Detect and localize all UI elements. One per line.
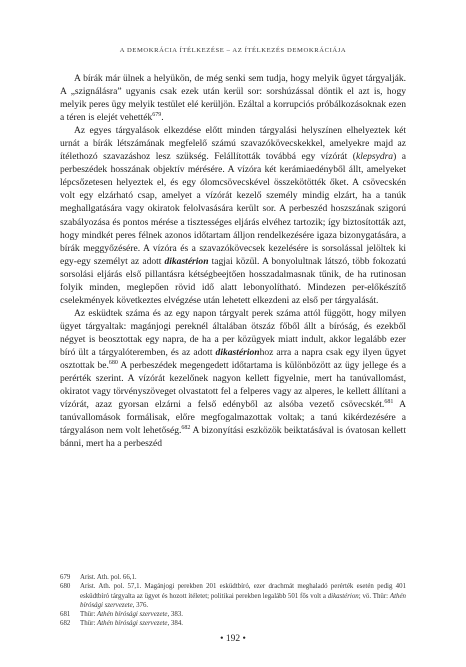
footnote-text [80,582,406,610]
text-run: A bírák már ülnek a helyükön, de még senki sem tudja, hogy melyik ügyet tárgyalják. A „szignálásra” ugyanis csak ezek után kerül sor: sorshúzással döntik el azt is, hogy melyik peres ügy melyik testület elé kerüljön. Ezáltal a korrupciós próbálkozásoknak ezen a téren is elejét vehették [60,73,406,124]
footnote-ref: 680 [108,360,118,367]
text-run: , 376. [132,601,149,609]
footnote-text [80,573,406,582]
text-run: Arist. Ath. pol. 57,1. Magánjogi perekben 201 esküdtbíró, ezer drachmát meghaladó perérték esetén pedig 401 esküdtbíró tárgyalta az ügyet és hozott ítéletet; politikai perekben legalább 501 fős volt a [80,583,406,600]
footnote [60,610,406,619]
footnote [60,619,406,628]
text-run: A perbeszédek megengedett időtartama is különbözött az ügy jellege és a perérték szerint. A vízórát kezelőnek nagyon kellett figyelnie, mert ha tanúvallomást, okiratot vagy törvényszöveget olvastatott fel a felperes vagy az alperes, le kellett állítani a vízórát, azaz gyorsan elzárni a felső edényből az alsóba vezető csövecskét. [60,360,406,411]
paragraph: A bírák már ülnek a helyükön, de még senki sem tudja, hogy melyik ügyet tárgyalják. A „szignálásra” ugyanis csak ezek után kerül sor: sorshúzással döntik el azt is, hogy melyik peres ügy melyik testület elé kerüljön. Ezáltal a korrupciós próbálkozásoknak ezen a téren is elejét vehették$^{679}$. [60,73,406,124]
footnote-ref: 681 [384,399,394,406]
paragraph [60,307,406,451]
italic-text: Athén bírósági szervezete [80,592,406,609]
text-run: tagjai közül. A bonyolultnak látszó, több fokozatú sorsolási eljárás első pillantásra kétségbeejtően hosszadalmasnak tűnik, de ha rutinosan folyik minden, meglepően rövid idő alatt lebonyolítható. Mindezen per-előkészítő cselekmények következtes elvégzése után lehetett elkezdeni az első per tárgyalását. [60,255,406,306]
italic-text: Athén bírósági szervezete [97,611,168,619]
footnote-ref: 682 [181,425,191,432]
text-run: hoz arra a napra csak egy ilyen ügyet osztottak be. [60,346,406,372]
footnote-ref: 679 [152,112,162,119]
footnote-number: 681 [60,611,71,619]
text-run: A tanúvallomások formálisak, előre megfogalmazottak voltak; a tanú kikérdezésére a tárgyaláson nem volt lehetőség. [60,399,406,437]
italic-text: Athén bírósági szervezete [97,620,168,628]
italic-text: dikastérion [327,592,359,600]
footnote-number: 679 [60,574,71,581]
text-run: Thür: [80,611,98,619]
footnote [60,582,406,610]
emphasis-text: dikastérion [215,346,260,358]
footnote-number: 680 [60,583,71,591]
page-number: • 192 • [220,634,246,644]
text-run: A bizonyítási eszközök beiktatásával is óvatosan kellett bánni, mert ha a perbeszéd [60,425,406,450]
running-head: A DEMOKRÁCIA ÍTÉLKEZÉSE – AZ ÍTÉLKEZÉS DEMOKRÁCIÁJA [119,47,347,54]
text-run: , 384. [167,620,183,628]
footnote-text [80,610,406,619]
text-run: Az egyes tárgyalások elkezdése előtt minden tárgyalási helyszínen elhelyeztek két urnát a bírák létszámának megfelelő számú szavazókövecskekkel, amelyekre majd az ítélethozó szavazáshoz lesz szükség. Felállították továbbá egy vízórát ( [60,125,406,163]
body-text [60,72,406,450]
footnotes [60,573,406,629]
footnote-text [80,619,406,628]
text-run: ) a perbeszédek hosszának objektív mérésére. A vízóra két kerámiaedényből állt, amelyeket lépcsőzetesen helyeztek el, és egy ólomcsövecskével összekötötték őket. A csövecskén volt egy elzárható csap, amelyet a vízórát kezelő személy mindig elzárt, ha a tanúk meghallgatására vagy okiratok felolvasására került sor. A perbeszéd hoszszának szigorú szabályozása és pontos mérése a tisztességes eljárás elvéhez tartozik; így biztosították azt, hogy mindkét peres félnek azonos időtartam álljon rendelkezésére igaza bizonygatására, a bírák meggyőzésére. A vízóra és a szavazókövecsek kezelésére is sorsolással jelöltek ki egy-egy személyt az adott [60,151,406,267]
text-run: Thür: [80,620,98,628]
italic-text: klepsydra [355,151,394,163]
text-run: Arist. Ath. pol. 66,1. [80,574,137,581]
text-run: Az esküdtek száma és az egy napon tárgyalt perek száma attól függött, hogy milyen ügyet tárgyaltak: magánjogi pereknél általában ötszáz főből állt a bíróság, és ezekből négyet is beosztottak egy napra, de ha a per közügyek miatt indult, akkor legalább ezer bíró ült a tárgyalóteremben, és az adott [60,307,406,358]
footnote-number: 682 [60,620,71,628]
text-run: ; vö. Thür: [358,592,390,600]
footnote [60,573,406,582]
emphasis-text: dikastérion [164,255,209,267]
paragraph [60,124,406,307]
text-run: , 383. [167,611,183,619]
